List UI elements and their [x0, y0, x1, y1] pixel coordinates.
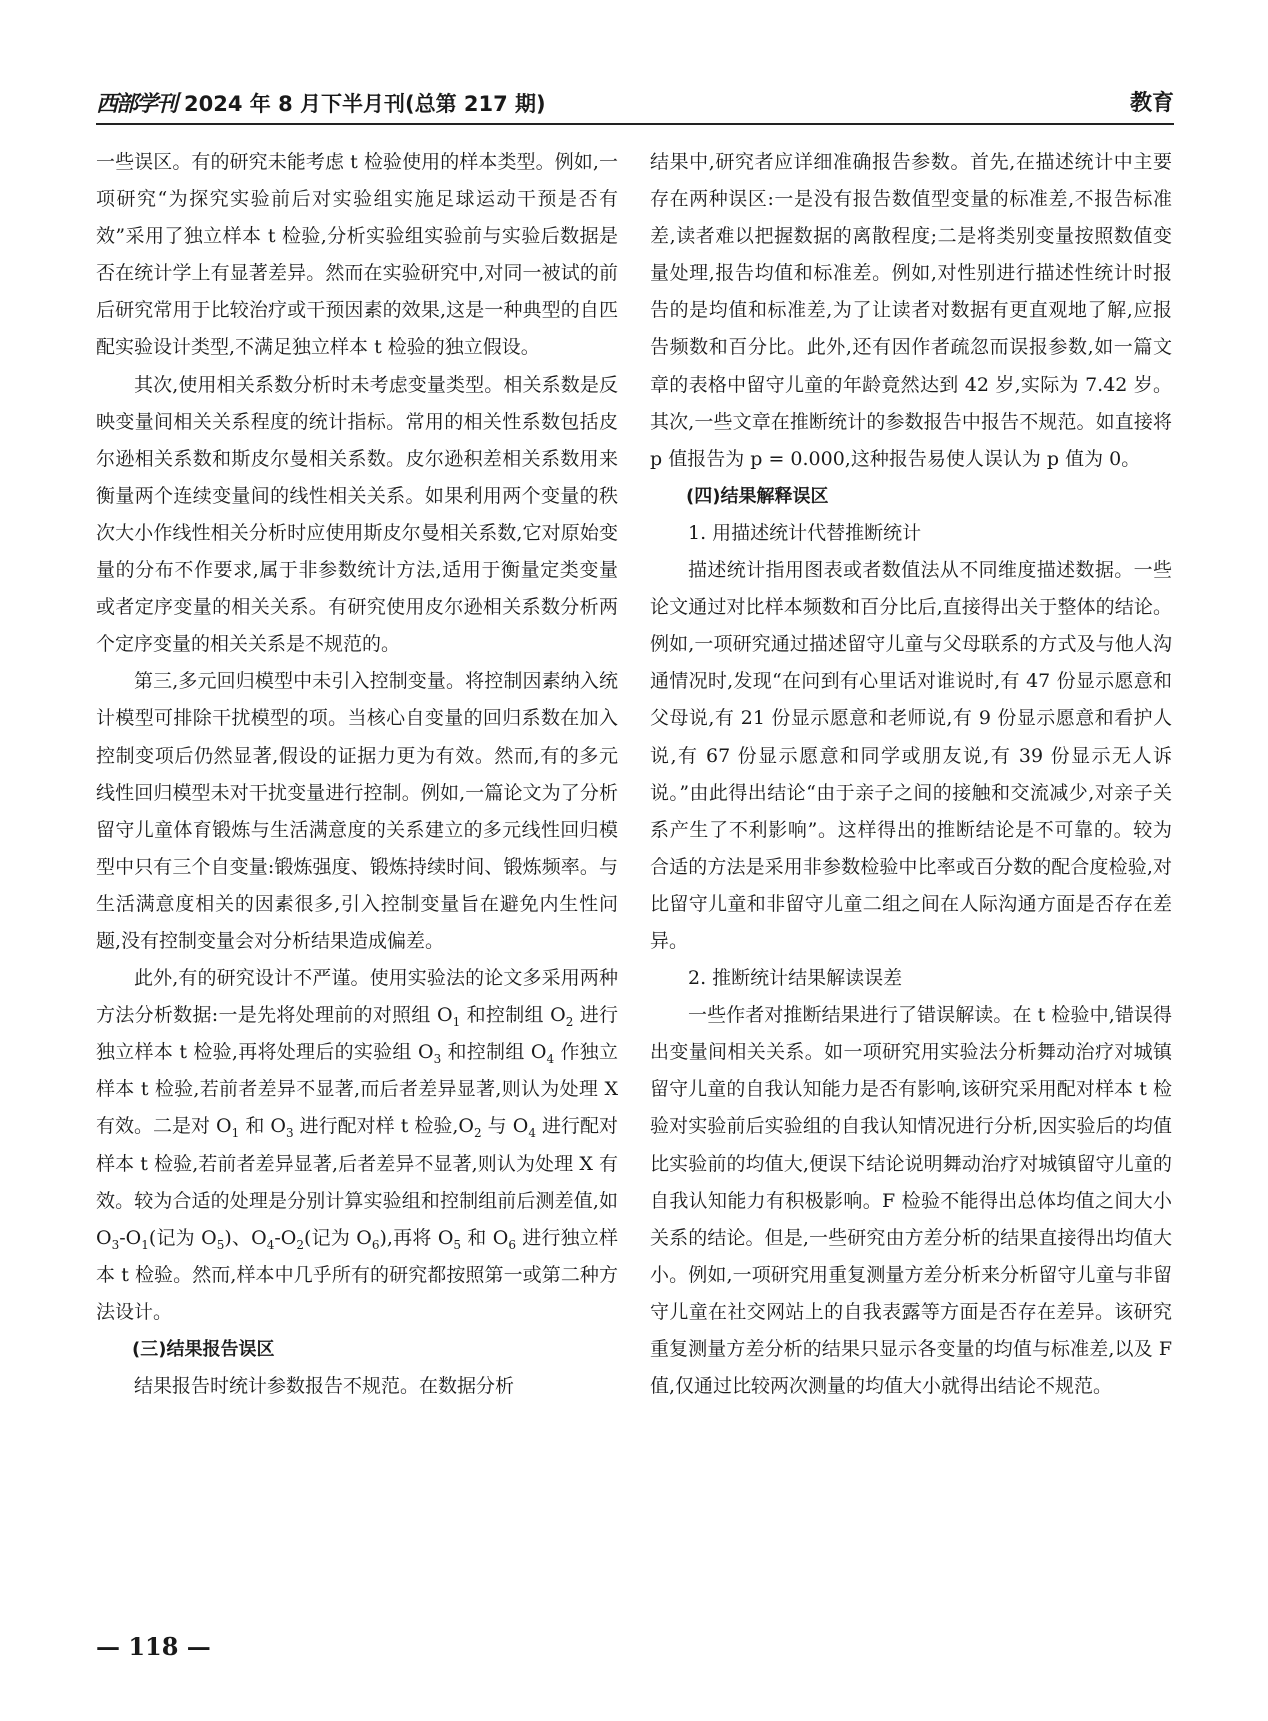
running-header	[96, 88, 1174, 124]
right-paragraph-3: 一些作者对推断结果进行了错误解读。在 t 检验中,错误得出变量间相关关系。如一项研究用实验法分析舞动治疗对城镇留守儿童的自我认知能力是否有影响,该研究采用配对样本 t 检验对实验前后实验组的自我认知情况进行分析,因实验后的均值比实验前的均值大,便误下结论说明舞动治疗对城镇留守儿童的自我认知能力有积极影响。F 检验不能得出总体均值之间大小关系的结论。但是,一些研究由方差分析的结果直接得出均值大小。例如,一项研究用重复测量方差分析来分析留守儿童与非留守儿童在社交网站上的自我表露等方面是否存在差异。该研究重复测量方差分析的结果只显示各变量的均值与标准差,以及 F 值,仅通过比较两次测量的均值大小就得出结论不规范。	[650, 1004, 1172, 1398]
journal-logo: 西部学刊	[96, 91, 177, 117]
section-heading-4: (四)结果解释误区	[686, 485, 829, 507]
right-paragraph-1: 结果中,研究者应详细准确报告参数。首先,在描述统计中主要存在两种误区:一是没有报告数值型变量的标准差,不报告标准差,读者难以把握数据的离散程度;二是将类别变量按照数值变量处理,报告均值和标准差。例如,对性别进行描述性统计时报告的是均值和标准差,为了让读者对数据有更直观地了解,应报告频数和百分比。此外,还有因作者疏忽而误报参数,如一篇文章的表格中留守儿童的年龄竟然达到 42 岁,实际为 7.42 岁。其次,一些文章在推断统计的参数报告中报告不规范。如直接将 p 值报告为 p = 0.000,这种报告易使人误认为 p 值为 0。	[650, 151, 1172, 470]
subsection-heading-1: 1. 用描述统计代替推断统计	[688, 521, 922, 544]
left-paragraph-5: 结果报告时统计参数报告不规范。在数据分析	[134, 1375, 515, 1398]
left-paragraph-3: 第三,多元回归模型中未引入控制变量。将控制因素纳入统计模型可排除干扰模型的项。当核心自变量的回归系数在加入控制变项后仍然显著,假设的证据力更为有效。然而,有的多元线性回归模型未对干扰变量进行控制。例如,一篇论文为了分析留守儿童体育锻炼与生活满意度的关系建立的多元线性回归模型中只有三个自变量:锻炼强度、锻炼持续时间、锻炼频率。与生活满意度相关的因素很多,引入控制变量旨在避免内生性问题,没有控制变量会对分析结果造成偏差。	[96, 670, 618, 952]
right-column	[650, 144, 1172, 1405]
section-label: 教育	[1129, 91, 1174, 116]
subsection-heading-2: 2. 推断统计结果解读误差	[688, 967, 903, 990]
left-paragraph-2: 其次,使用相关系数分析时未考虑变量类型。相关系数是反映变量间相关关系程度的统计指标。常用的相关性系数包括皮尔逊相关系数和斯皮尔曼相关系数。皮尔逊积差相关系数用来衡量两个连续变量间的线性相关关系。如果利用两个变量的秩次大小作线性相关分析时应使用斯皮尔曼相关系数,它对原始变量的分布不作要求,属于非参数统计方法,适用于衡量定类变量或者定序变量的相关关系。有研究使用皮尔逊相关系数分析两个定序变量的相关关系是不规范的。	[96, 373, 618, 656]
page-number: — 118 —	[96, 1632, 211, 1661]
right-paragraph-2: 描述统计指用图表或者数值法从不同维度描述数据。一些论文通过对比样本频数和百分比后,直接得出关于整体的结论。例如,一项研究通过描述留守儿童与父母联系的方式及与他人沟通情况时,发现“在问到有心里话对谁说时,有 47 份显示愿意和父母说,有 21 份显示愿意和老师说,有 9 份显示愿意和看护人说,有 67 份显示愿意和同学或朋友说,有 39 份显示无人诉说。”由此得出结论“由于亲子之间的接触和交流减少,对亲子关系产生了不利影响”。这样得出的推断结论是不可靠的。较为合适的方法是采用非参数检验中比率或百分数的配合度检验,对比留守儿童和非留守儿童二组之间在人际沟通方面是否存在差异。	[650, 559, 1172, 952]
left-paragraph-1: 一些误区。有的研究未能考虑 t 检验使用的样本类型。例如,一项研究“为探究实验前后对实验组实施足球运动干预是否有效”采用了独立样本 t 检验,分析实验组实验前与实验后数据是否在统计学上有显著差异。然而在实验研究中,对同一被试的前后研究常用于比较治疗或干预因素的效果,这是一种典型的自匹配实验设计类型,不满足独立样本 t 检验的独立假设。	[96, 151, 618, 359]
section-heading-3: (三)结果报告误区	[132, 1339, 275, 1360]
left-column	[96, 144, 618, 1405]
left-paragraph-4: 此外,有的研究设计不严谨。使用实验法的论文多采用两种方法分析数据:一是先将处理前的对照组 $O_1$ 和控制组 $O_2$ 进行独立样本 t 检验,再将处理后的实验组 $O_3$ 和控制组 $O_4$ 作独立样本 t 检验,若前者差异不显著,而后者差异显著,则认为处理 X 有效。二是对 $O_1$ 和 $O_3$ 进行配对样 t 检验$,O_2$ 与 $O_4$ 进行配对样本 t 检验,若前者差异显著,后者差异不显著,则认为处理 X 有效。较为合适的处理是分别计算实验组和控制组前后测差值,如 $O_3-O_1$(记为 $O_5$)、$O_4-O_2$(记为 $O_6$),再将 $O_5$ 和 $O_6$ 进行独立样本 t 检验。然而,样本中几乎所有的研究都按照第一或第二种方法设计。	[96, 967, 619, 1323]
issue-info: 2024 年 8 月下半月刊(总第 217 期)	[184, 92, 546, 116]
header-rule	[96, 123, 1174, 125]
